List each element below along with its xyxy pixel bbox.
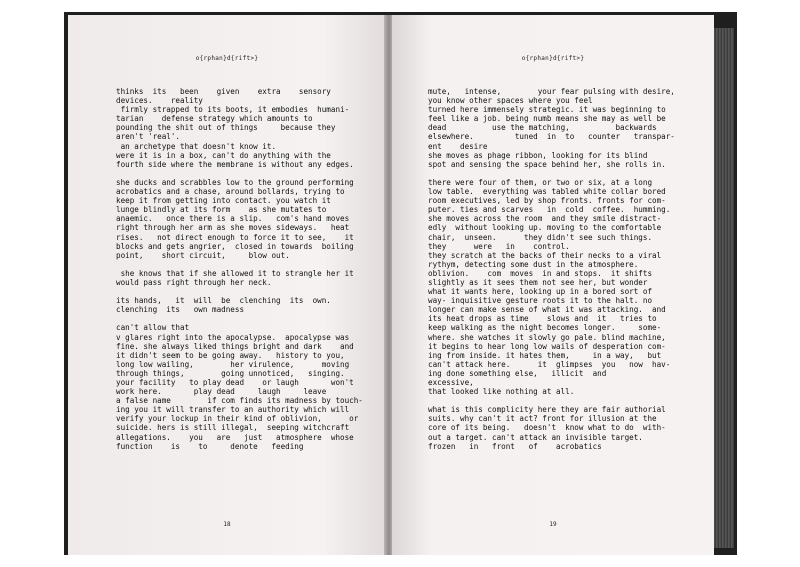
left-page (68, 15, 386, 555)
text-line: elsewhere. tuned in to counter transpar- (428, 132, 675, 142)
text-line: can't attack here. it glimpses you now hav- (428, 359, 671, 369)
text-line: clenching its own madness (116, 305, 245, 315)
text-line: devices. reality (116, 96, 203, 106)
text-line: room executives, led by shop fronts. fronts for com- (428, 196, 666, 206)
text-line: ing from inside. it hates them, in a way, but (428, 350, 662, 360)
paragraph-break (116, 287, 378, 296)
text-line: point, short circuit, blow out. (116, 250, 290, 260)
paragraph-break (428, 396, 696, 405)
left-page-text (116, 87, 378, 451)
text-line: excessive, (428, 378, 474, 387)
text-line: puter. ties and scarves in cold coffee. humming. (428, 205, 671, 215)
text-line: frozen in front of acrobatics (428, 441, 602, 451)
right-running-head: o{rphan}d{rift>} (521, 55, 585, 62)
text-line: thinks its been given extra sensory (116, 87, 331, 96)
text-line: low table. everything was tabled white collar bored (428, 187, 666, 197)
right-page (392, 15, 714, 555)
text-line: were it is in a box, can't do anything with the (116, 150, 331, 160)
text-line: an archetype that doesn't know it. (116, 141, 277, 151)
text-line: allegations. you are just atmosphere whose (116, 432, 354, 442)
text-line: suicide. hers is still illegal, seeping witchcraft (116, 423, 350, 433)
text-line: anaemic. once there is a slip. com's hand moves (116, 214, 350, 224)
text-line: way- inquisitive gesture roots it to the halt. no (428, 296, 653, 306)
text-line: function is to denote feeding (116, 441, 304, 451)
text-line: its hands, it will be clenching its own. (116, 296, 331, 306)
text-line: rises. not direct enough to force it to see, it (116, 232, 354, 242)
text-line: verify your lockup in their kind of oblivion, or (116, 414, 359, 424)
text-line: ent desire (428, 141, 488, 151)
paragraph-break (116, 169, 378, 178)
text-line: she moves across the room and they smile distract- (428, 214, 662, 224)
text-line: ing done something else, illicit and (428, 368, 607, 378)
text-line: that looked like nothing at all. (428, 387, 575, 397)
paragraph-break (428, 169, 696, 178)
text-line: its heat drops as time slows and it tries to (428, 314, 657, 324)
text-line: your facility to play dead or laugh won't (116, 378, 354, 387)
text-line: aren't 'real'. (116, 132, 181, 142)
text-line: a false name if com finds its madness by touch- (116, 396, 363, 406)
text-line: dead use the matching, backwards (428, 123, 657, 133)
text-line: where. she watches it slowly go pale. blind machine, (428, 332, 666, 342)
text-line: fourth side where the membrane is without any edges. (116, 159, 354, 169)
text-line: rythym, detecting some dust in the atmosphere. (428, 259, 639, 269)
left-page-number: 18 (223, 521, 231, 528)
text-line: spot and sensing the space behind her, she rolls in. (428, 159, 666, 169)
text-line: would pass right through her neck. (116, 277, 272, 287)
text-line: slightly as it sees them not see her, but wonder (428, 277, 648, 287)
text-line: what is this complicity here they are fair authorial (428, 405, 666, 415)
text-line: oblivion. com moves in and stops. it shifts (428, 268, 653, 278)
text-line: lunge blindly at its form as she mutates to (116, 205, 327, 215)
paragraph-break (116, 260, 378, 269)
text-line: she knows that if she allowed it to strangle her it (116, 268, 354, 278)
right-page-number: 19 (549, 521, 557, 528)
text-line: edly without looking up. moving to the comfortable (428, 223, 662, 233)
text-line: it begins to hear long low wails of desperation com- (428, 341, 666, 351)
text-line: she moves as phage ribbon, looking for its blind (428, 150, 648, 160)
text-line: v glares right into the apocalypse. apocalypse was (116, 332, 350, 342)
book-page-edges (714, 28, 734, 548)
text-line: pounding the shit out of things because they (116, 123, 336, 133)
text-line: you know other spaces where you feel (428, 96, 593, 106)
text-line: keep walking as the night becomes longer. some- (428, 323, 662, 333)
text-line: work here. play dead laugh leave (116, 387, 327, 397)
left-running-head: o{rphan}d{rift>} (195, 55, 259, 62)
text-line: suits. why can't it act? front for illusion at the (428, 414, 657, 424)
text-line: what it wants here, looking up in a bored sort of (428, 287, 653, 297)
text-line: turned here immensely strategic. it was beginning to (428, 105, 666, 115)
text-line: firmly strapped to its boots, it embodies humani- (116, 105, 350, 115)
text-line: there were four of them, or two or six, at a long (428, 177, 653, 187)
text-line: she ducks and scrabbles low to the ground performing (116, 177, 354, 187)
text-line: tarian defense strategy which amounts to (116, 114, 313, 124)
text-line: blocks and gets angrier, closed in towards boiling (116, 241, 354, 251)
text-line: longer can make sense of what it was attacking. and (428, 305, 666, 315)
text-line: ing you it will transfer to an authority which will (116, 405, 350, 415)
text-line: acrobatics and a chase, around bollards, trying to (116, 187, 345, 197)
text-line: feel like a job. being numb means she may as well be (428, 114, 666, 124)
paragraph-break (116, 314, 378, 323)
text-line: can't allow that (116, 323, 190, 333)
text-line: long low wailing, her virulence, moving (116, 359, 350, 369)
text-line: they were in control. (428, 241, 570, 251)
text-line: right through her arm as she moves sideways. heat (116, 223, 350, 233)
text-line: core of its being. doesn't know what to do with- (428, 423, 666, 433)
right-page-text (428, 87, 696, 451)
text-line: they scratch at the backs of their necks to a viral (428, 250, 662, 260)
text-line: mute, intense, your fear pulsing with desire, (428, 87, 675, 96)
text-line: it didn't seem to be going away. history to you, (116, 350, 345, 360)
text-line: out a target. can't attack an invisible target. (428, 432, 643, 442)
text-line: through things, going unnoticed, singing. (116, 368, 345, 378)
text-line: fine. she always liked things bright and dark and (116, 341, 354, 351)
text-line: chair, unseen. they didn't see such things. (428, 232, 653, 242)
text-line: keep it from getting into contact. you watch it (116, 196, 331, 206)
